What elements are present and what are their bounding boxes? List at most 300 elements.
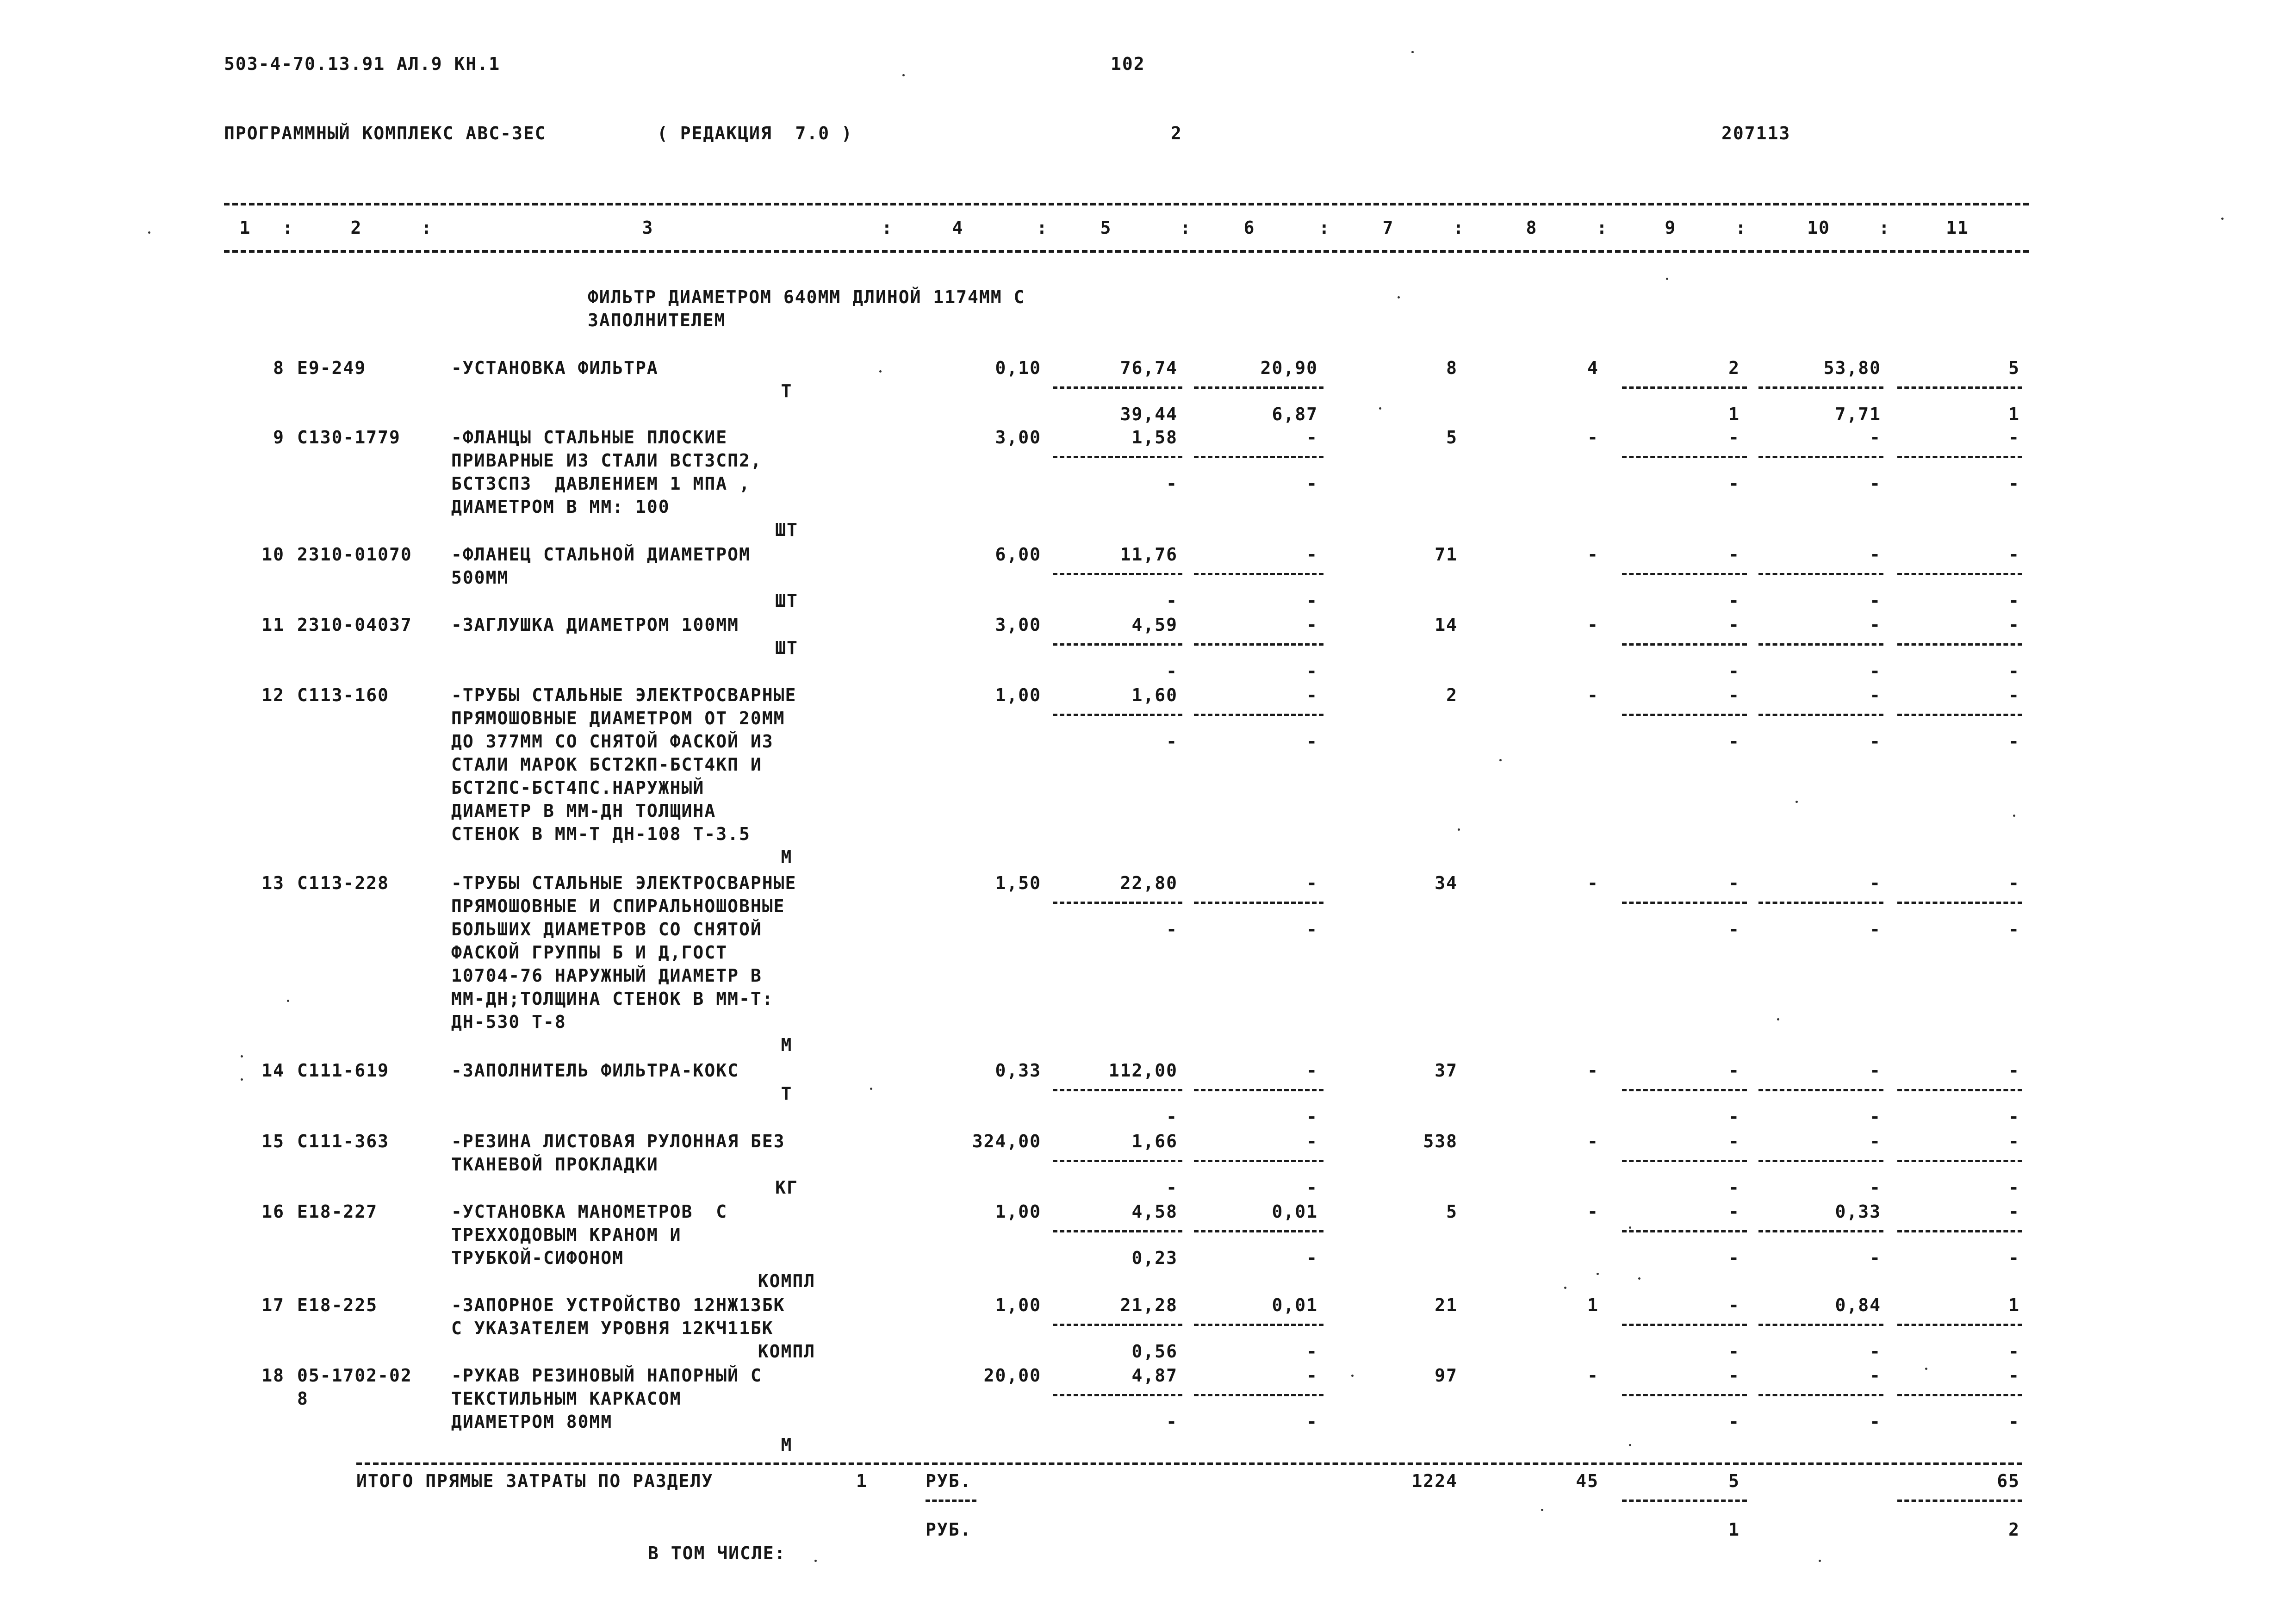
scan-speck bbox=[241, 1055, 243, 1058]
row-rule-col5 bbox=[1053, 1160, 1182, 1162]
scan-speck bbox=[1351, 1375, 1354, 1377]
row-description: БСТ3СП3 ДАВЛЕНИЕМ 1 МПА , bbox=[451, 473, 751, 494]
row-col7-value: 2 bbox=[1446, 685, 1458, 705]
row-description: -ТРУБЫ СТАЛЬНЫЕ ЭЛЕКТРОСВАРНЫЕ bbox=[451, 685, 797, 705]
row-col9-sub: - bbox=[1728, 1177, 1740, 1198]
column-separator: : bbox=[1180, 218, 1192, 238]
row-col11-sub: - bbox=[2008, 1341, 2020, 1362]
scan-speck bbox=[879, 370, 882, 373]
row-description: ДН-530 Т-8 bbox=[451, 1012, 566, 1032]
row-col9-value: - bbox=[1728, 873, 1740, 893]
row-number: 9 bbox=[273, 427, 285, 448]
row-col10-value: 0,84 bbox=[1835, 1295, 1881, 1315]
row-col11-value: - bbox=[2008, 615, 2020, 635]
row-col10-sub: - bbox=[1870, 1107, 1881, 1127]
row-rule-col5 bbox=[1053, 1089, 1182, 1091]
row-rule-col11 bbox=[1897, 456, 2022, 458]
row-unit: Т bbox=[781, 1083, 793, 1104]
row-col10-sub: - bbox=[1870, 1412, 1881, 1432]
row-col11-sub: 1 bbox=[2008, 404, 2020, 424]
row-quantity: 6,00 bbox=[995, 544, 1041, 565]
row-rule-col11 bbox=[1897, 643, 2022, 646]
row-rule-col6 bbox=[1194, 1324, 1323, 1326]
row-col11-sub: - bbox=[2008, 473, 2020, 494]
row-unit: М bbox=[781, 1035, 793, 1055]
row-description: -РУКАВ РЕЗИНОВЫЙ НАПОРНЫЙ С bbox=[451, 1365, 762, 1386]
scan-speck bbox=[1638, 1277, 1640, 1280]
row-col11-sub: - bbox=[2008, 1107, 2020, 1127]
row-rule-col6 bbox=[1194, 643, 1323, 646]
scan-speck bbox=[2221, 218, 2224, 220]
row-description: БОЛЬШИХ ДИАМЕТРОВ СО СНЯТОЙ bbox=[451, 919, 762, 940]
row-description: С УКАЗАТЕЛЕМ УРОВНЯ 12КЧ11БК bbox=[451, 1318, 774, 1338]
row-quantity: 1,00 bbox=[995, 1201, 1041, 1222]
row-col11-value: - bbox=[2008, 1060, 2020, 1081]
row-unit: Т bbox=[781, 381, 793, 401]
row-col6-value: - bbox=[1306, 615, 1318, 635]
row-quantity: 1,00 bbox=[995, 685, 1041, 705]
row-rule-col9 bbox=[1622, 1324, 1747, 1326]
row-quantity: 324,00 bbox=[972, 1131, 1041, 1151]
row-col6-value: - bbox=[1306, 873, 1318, 893]
row-col8-value: - bbox=[1587, 1365, 1599, 1386]
row-unit: КОМПЛ bbox=[758, 1341, 816, 1362]
row-quantity: 0,10 bbox=[995, 358, 1041, 378]
row-col9-sub: - bbox=[1728, 1248, 1740, 1268]
row-description: ТКАНЕВОЙ ПРОКЛАДКИ bbox=[451, 1154, 659, 1175]
row-description: -УСТАНОВКА МАНОМЕТРОВ С bbox=[451, 1201, 728, 1222]
totals-rule bbox=[356, 1462, 2022, 1465]
totals-col7: 1224 bbox=[1411, 1471, 1458, 1491]
row-description: -ЗАГЛУШКА ДИАМЕТРОМ 100ММ bbox=[451, 615, 739, 635]
row-col8-value: - bbox=[1587, 427, 1599, 448]
row-rule-col10 bbox=[1758, 714, 1883, 716]
row-col11-sub: - bbox=[2008, 919, 2020, 940]
row-col10-sub: - bbox=[1870, 1341, 1881, 1362]
row-unit: ШТ bbox=[775, 520, 798, 540]
row-rule-col11 bbox=[1897, 902, 2022, 904]
row-description: ПРИВАРНЫЕ ИЗ СТАЛИ ВСТ3СП2, bbox=[451, 450, 762, 471]
row-rule-col5 bbox=[1053, 456, 1182, 458]
row-rule-col6 bbox=[1194, 902, 1323, 904]
scan-speck bbox=[148, 231, 150, 234]
row-col11-value: 1 bbox=[2008, 1295, 2020, 1315]
row-col10-value: 53,80 bbox=[1823, 358, 1881, 378]
row-rule-col6 bbox=[1194, 714, 1323, 716]
row-rule-col9 bbox=[1622, 714, 1747, 716]
row-col5-value: 1,58 bbox=[1131, 427, 1178, 448]
row-rule-col9 bbox=[1622, 902, 1747, 904]
row-rule-col9 bbox=[1622, 643, 1747, 646]
scan-speck bbox=[1458, 828, 1460, 831]
totals-currency-1: РУБ. bbox=[926, 1471, 972, 1491]
row-description: ТЕКСТИЛЬНЫМ КАРКАСОМ bbox=[451, 1388, 682, 1409]
row-col11-sub: - bbox=[2008, 1177, 2020, 1198]
row-col7-value: 14 bbox=[1435, 615, 1458, 635]
column-header-7: 7 bbox=[1382, 218, 1394, 238]
column-separator: : bbox=[882, 218, 893, 238]
row-col5-value: 112,00 bbox=[1108, 1060, 1178, 1081]
row-rule-col11 bbox=[1897, 1230, 2022, 1232]
row-col10-value: - bbox=[1870, 1365, 1881, 1386]
row-unit: М bbox=[781, 847, 793, 867]
row-col10-sub: - bbox=[1870, 1248, 1881, 1268]
row-rule-col9 bbox=[1622, 1394, 1747, 1396]
row-rule-col5 bbox=[1053, 714, 1182, 716]
row-col11-value: - bbox=[2008, 1201, 2020, 1222]
object-code: 207113 bbox=[1721, 123, 1791, 143]
row-col5-value: 22,80 bbox=[1120, 873, 1178, 893]
row-rule-col9 bbox=[1622, 386, 1747, 389]
row-description: -ФЛАНЦЫ СТАЛЬНЫЕ ПЛОСКИЕ bbox=[451, 427, 728, 448]
row-number: 12 bbox=[261, 685, 285, 705]
row-col10-value: - bbox=[1870, 1060, 1881, 1081]
row-col9-sub: 1 bbox=[1728, 404, 1740, 424]
row-col5-value: 76,74 bbox=[1120, 358, 1178, 378]
row-rule-col10 bbox=[1758, 1089, 1883, 1091]
row-col5-sub: - bbox=[1166, 1177, 1178, 1198]
row-rule-col6 bbox=[1194, 1230, 1323, 1232]
row-col7-value: 538 bbox=[1423, 1131, 1458, 1151]
row-quantity: 1,00 bbox=[995, 1295, 1041, 1315]
row-rule-col5 bbox=[1053, 573, 1182, 575]
row-description: ММ-ДН;ТОЛЩИНА СТЕНОК В ММ-Т: bbox=[451, 989, 774, 1009]
row-rule-col11 bbox=[1897, 1394, 2022, 1396]
row-col8-value: - bbox=[1587, 1201, 1599, 1222]
row-rule-col10 bbox=[1758, 1324, 1883, 1326]
scan-speck bbox=[1379, 407, 1381, 410]
row-col9-sub: - bbox=[1728, 1341, 1740, 1362]
row-col7-value: 34 bbox=[1435, 873, 1458, 893]
column-separator: : bbox=[282, 218, 294, 238]
row-col9-value: - bbox=[1728, 1060, 1740, 1081]
row-col10-value: - bbox=[1870, 615, 1881, 635]
row-unit: М bbox=[781, 1435, 793, 1455]
row-col8-value: 1 bbox=[1587, 1295, 1599, 1315]
row-col6-value: 20,90 bbox=[1260, 358, 1318, 378]
row-col5-value: 1,66 bbox=[1131, 1131, 1178, 1151]
row-rule-col9 bbox=[1622, 456, 1747, 458]
row-col5-sub: - bbox=[1166, 661, 1178, 681]
row-description: ДИАМЕТР В ММ-ДН ТОЛЩИНА bbox=[451, 801, 716, 821]
row-description: СТЕНОК В ММ-Т ДН-108 Т-3.5 bbox=[451, 824, 751, 844]
scan-speck bbox=[1777, 1018, 1779, 1020]
row-number: 18 bbox=[261, 1365, 285, 1386]
column-separator: : bbox=[1879, 218, 1890, 238]
row-rule-col10 bbox=[1758, 386, 1883, 389]
scan-speck bbox=[241, 1078, 243, 1081]
row-col9-sub: - bbox=[1728, 1107, 1740, 1127]
row-col9-value: - bbox=[1728, 1295, 1740, 1315]
row-col7-value: 37 bbox=[1435, 1060, 1458, 1081]
column-header-9: 9 bbox=[1665, 218, 1677, 238]
column-header-5: 5 bbox=[1100, 218, 1112, 238]
row-col10-sub: - bbox=[1870, 661, 1881, 681]
row-number: 10 bbox=[261, 544, 285, 565]
row-quantity: 1,50 bbox=[995, 873, 1041, 893]
row-col8-value: - bbox=[1587, 873, 1599, 893]
program-edition: ( РЕДАКЦИЯ 7.0 ) bbox=[657, 123, 853, 143]
scan-speck bbox=[1925, 1368, 1927, 1370]
row-rule-col6 bbox=[1194, 1089, 1323, 1091]
column-separator: : bbox=[1319, 218, 1330, 238]
row-rule-col6 bbox=[1194, 573, 1323, 575]
row-col8-value: - bbox=[1587, 544, 1599, 565]
row-col6-sub: - bbox=[1306, 1341, 1318, 1362]
row-rule-col11 bbox=[1897, 714, 2022, 716]
row-col9-value: - bbox=[1728, 685, 1740, 705]
row-rule-col10 bbox=[1758, 1394, 1883, 1396]
row-col5-sub: - bbox=[1166, 591, 1178, 611]
scan-speck bbox=[1629, 1226, 1631, 1229]
row-col8-value: 4 bbox=[1587, 358, 1599, 378]
column-header-1: 1 bbox=[239, 218, 251, 238]
row-col8-value: - bbox=[1587, 685, 1599, 705]
row-number: 11 bbox=[261, 615, 285, 635]
row-col10-value: - bbox=[1870, 427, 1881, 448]
including-label: В ТОМ ЧИСЛЕ: bbox=[648, 1543, 786, 1563]
row-rule-col5 bbox=[1053, 1394, 1182, 1396]
row-number: 8 bbox=[273, 358, 285, 378]
totals-rule-col11 bbox=[1897, 1500, 2022, 1502]
scan-speck bbox=[870, 1088, 872, 1090]
row-code: 2310-04037 bbox=[297, 615, 412, 635]
totals-label: ИТОГО ПРЯМЫЕ ЗАТРАТЫ ПО РАЗДЕЛУ bbox=[356, 1471, 714, 1491]
row-col11-sub: - bbox=[2008, 731, 2020, 752]
scan-speck bbox=[1597, 1273, 1599, 1275]
column-header-2: 2 bbox=[350, 218, 362, 238]
row-col9-sub: - bbox=[1728, 919, 1740, 940]
row-rule-col11 bbox=[1897, 1089, 2022, 1091]
row-col9-sub: - bbox=[1728, 591, 1740, 611]
row-rule-col10 bbox=[1758, 573, 1883, 575]
row-col9-value: - bbox=[1728, 1131, 1740, 1151]
column-separator: : bbox=[421, 218, 433, 238]
row-description: -УСТАНОВКА ФИЛЬТРА bbox=[451, 358, 659, 378]
row-col6-sub: - bbox=[1306, 731, 1318, 752]
totals-currency-2: РУБ. bbox=[926, 1519, 972, 1540]
row-col8-value: - bbox=[1587, 1060, 1599, 1081]
row-col11-value: - bbox=[2008, 544, 2020, 565]
row-col11-value: - bbox=[2008, 873, 2020, 893]
row-col7-value: 71 bbox=[1435, 544, 1458, 565]
row-rule-col11 bbox=[1897, 386, 2022, 389]
program-name: ПРОГРАММНЫЙ КОМПЛЕКС АВС-3ЕС bbox=[224, 123, 547, 143]
row-quantity: 0,33 bbox=[995, 1060, 1041, 1081]
row-rule-col10 bbox=[1758, 1230, 1883, 1232]
header-rule-bottom bbox=[224, 250, 2029, 253]
row-col6-sub: - bbox=[1306, 919, 1318, 940]
row-col9-value: - bbox=[1728, 544, 1740, 565]
row-col5-sub: - bbox=[1166, 919, 1178, 940]
row-code: С111-619 bbox=[297, 1060, 390, 1081]
document-code: 503-4-70.13.91 АЛ.9 КН.1 bbox=[224, 54, 501, 74]
row-description: -РЕЗИНА ЛИСТОВАЯ РУЛОННАЯ БЕЗ bbox=[451, 1131, 785, 1151]
row-col5-value: 4,87 bbox=[1131, 1365, 1178, 1386]
scan-speck bbox=[1398, 296, 1400, 299]
row-col10-value: - bbox=[1870, 544, 1881, 565]
row-rule-col10 bbox=[1758, 643, 1883, 646]
scan-speck bbox=[814, 1560, 817, 1562]
column-header-6: 6 bbox=[1243, 218, 1255, 238]
row-col10-sub: - bbox=[1870, 591, 1881, 611]
row-rule-col9 bbox=[1622, 1089, 1747, 1091]
row-description: 10704-76 НАРУЖНЫЙ ДИАМЕТР В bbox=[451, 965, 762, 986]
row-rule-col9 bbox=[1622, 1160, 1747, 1162]
row-rule-col6 bbox=[1194, 1160, 1323, 1162]
row-rule-col6 bbox=[1194, 456, 1323, 458]
row-code: С130-1779 bbox=[297, 427, 401, 448]
row-col6-value: - bbox=[1306, 427, 1318, 448]
row-col6-sub: - bbox=[1306, 661, 1318, 681]
row-quantity: 3,00 bbox=[995, 427, 1041, 448]
row-col6-sub: - bbox=[1306, 1177, 1318, 1198]
row-code-continued: 8 bbox=[297, 1388, 309, 1409]
row-col6-value: - bbox=[1306, 685, 1318, 705]
scan-speck bbox=[1499, 759, 1502, 761]
row-rule-col9 bbox=[1622, 573, 1747, 575]
totals-currency-rule bbox=[926, 1500, 976, 1502]
row-col5-value: 21,28 bbox=[1120, 1295, 1178, 1315]
row-description: -ФЛАНЕЦ СТАЛЬНОЙ ДИАМЕТРОМ bbox=[451, 544, 751, 565]
row-code: 2310-01070 bbox=[297, 544, 412, 565]
row-rule-col10 bbox=[1758, 902, 1883, 904]
row-description: ДИАМЕТРОМ 80ММ bbox=[451, 1412, 613, 1432]
row-col5-sub: - bbox=[1166, 473, 1178, 494]
totals-section: 1 bbox=[856, 1471, 868, 1491]
scan-speck bbox=[1541, 1509, 1543, 1511]
row-quantity: 20,00 bbox=[983, 1365, 1041, 1386]
row-col11-value: - bbox=[2008, 1365, 2020, 1386]
row-description: ТРЕХХОДОВЫМ КРАНОМ И bbox=[451, 1225, 682, 1245]
column-separator: : bbox=[1037, 218, 1048, 238]
row-col7-value: 97 bbox=[1435, 1365, 1458, 1386]
row-col10-sub: 7,71 bbox=[1835, 404, 1881, 424]
sheet-number: 2 bbox=[1171, 123, 1182, 143]
scan-speck bbox=[1564, 1287, 1566, 1289]
row-col9-value: 2 bbox=[1728, 358, 1740, 378]
column-header-3: 3 bbox=[642, 218, 654, 238]
column-header-10: 10 bbox=[1807, 218, 1830, 238]
row-rule-col5 bbox=[1053, 1230, 1182, 1232]
row-unit: ШТ bbox=[775, 591, 798, 611]
row-col5-value: 4,58 bbox=[1131, 1201, 1178, 1222]
row-rule-col11 bbox=[1897, 1324, 2022, 1326]
row-col11-value: - bbox=[2008, 1131, 2020, 1151]
row-col6-sub: - bbox=[1306, 473, 1318, 494]
scan-speck bbox=[1819, 1560, 1821, 1562]
row-col7-value: 8 bbox=[1446, 358, 1458, 378]
row-number: 15 bbox=[261, 1131, 285, 1151]
row-rule-col6 bbox=[1194, 386, 1323, 389]
row-col10-value: - bbox=[1870, 685, 1881, 705]
row-col9-sub: - bbox=[1728, 731, 1740, 752]
row-col6-value: 0,01 bbox=[1272, 1295, 1318, 1315]
row-col9-value: - bbox=[1728, 1365, 1740, 1386]
row-col7-value: 5 bbox=[1446, 1201, 1458, 1222]
row-col7-value: 5 bbox=[1446, 427, 1458, 448]
row-col9-value: - bbox=[1728, 615, 1740, 635]
scan-speck bbox=[1666, 278, 1668, 280]
row-description: 500ММ bbox=[451, 567, 509, 588]
row-code: Е9-249 bbox=[297, 358, 367, 378]
row-col6-sub: - bbox=[1306, 591, 1318, 611]
row-description: ДО 377ММ СО СНЯТОЙ ФАСКОЙ ИЗ bbox=[451, 731, 774, 752]
scan-speck bbox=[1796, 801, 1798, 803]
row-col11-sub: - bbox=[2008, 661, 2020, 681]
row-col10-value: - bbox=[1870, 873, 1881, 893]
row-col10-value: - bbox=[1870, 1131, 1881, 1151]
row-col6-value: - bbox=[1306, 544, 1318, 565]
row-col10-sub: - bbox=[1870, 731, 1881, 752]
totals-col11: 65 bbox=[1997, 1471, 2020, 1491]
row-rule-col5 bbox=[1053, 643, 1182, 646]
row-description: ПРЯМОШОВНЫЕ ДИАМЕТРОМ ОТ 20ММ bbox=[451, 708, 785, 728]
row-rule-col11 bbox=[1897, 1160, 2022, 1162]
row-col6-sub: 6,87 bbox=[1272, 404, 1318, 424]
totals-col8: 45 bbox=[1576, 1471, 1599, 1491]
row-rule-col11 bbox=[1897, 573, 2022, 575]
row-number: 13 bbox=[261, 873, 285, 893]
row-description: ПРЯМОШОВНЫЕ И СПИРАЛЬНОШОВНЫЕ bbox=[451, 896, 785, 916]
row-col6-sub: - bbox=[1306, 1107, 1318, 1127]
row-col5-sub: 39,44 bbox=[1120, 404, 1178, 424]
row-code: С113-160 bbox=[297, 685, 390, 705]
scan-speck bbox=[1629, 1444, 1631, 1446]
row-rule-col5 bbox=[1053, 386, 1182, 389]
section-title-line-2: ЗАПОЛНИТЕЛЕМ bbox=[588, 310, 726, 330]
scan-speck bbox=[1411, 51, 1414, 53]
row-rule-col9 bbox=[1622, 1230, 1747, 1232]
row-col9-sub: - bbox=[1728, 661, 1740, 681]
row-code: С113-228 bbox=[297, 873, 390, 893]
row-col11-sub: - bbox=[2008, 1412, 2020, 1432]
row-description: -ЗАПОЛНИТЕЛЬ ФИЛЬТРА-КОКС bbox=[451, 1060, 739, 1081]
row-col6-sub: - bbox=[1306, 1248, 1318, 1268]
totals-col9-sub: 1 bbox=[1728, 1519, 1740, 1540]
row-description: БСТ2ПС-БСТ4ПС.НАРУЖНЫЙ bbox=[451, 778, 705, 798]
row-col5-value: 11,76 bbox=[1120, 544, 1178, 565]
row-code: Е18-225 bbox=[297, 1295, 378, 1315]
column-header-11: 11 bbox=[1946, 218, 1969, 238]
column-separator: : bbox=[1597, 218, 1608, 238]
row-col8-value: - bbox=[1587, 1131, 1599, 1151]
row-unit: ШТ bbox=[775, 638, 798, 658]
row-col11-sub: - bbox=[2008, 591, 2020, 611]
row-col10-sub: - bbox=[1870, 919, 1881, 940]
row-number: 14 bbox=[261, 1060, 285, 1081]
totals-col11-sub: 2 bbox=[2008, 1519, 2020, 1540]
row-description: -ЗАПОРНОЕ УСТРОЙСТВО 12НЖ13БК bbox=[451, 1295, 785, 1315]
column-separator: : bbox=[1735, 218, 1747, 238]
totals-rule-col9 bbox=[1622, 1500, 1747, 1502]
row-number: 17 bbox=[261, 1295, 285, 1315]
scan-speck bbox=[287, 1000, 289, 1002]
row-col10-sub: - bbox=[1870, 1177, 1881, 1198]
row-description: ТРУБКОЙ-СИФОНОМ bbox=[451, 1248, 624, 1268]
row-col10-value: 0,33 bbox=[1835, 1201, 1881, 1222]
column-header-4: 4 bbox=[952, 218, 964, 238]
totals-col9: 5 bbox=[1728, 1471, 1740, 1491]
row-col5-value: 1,60 bbox=[1131, 685, 1178, 705]
row-col9-sub: - bbox=[1728, 1412, 1740, 1432]
row-rule-col10 bbox=[1758, 1160, 1883, 1162]
row-code: Е18-227 bbox=[297, 1201, 378, 1222]
row-col5-sub: 0,23 bbox=[1131, 1248, 1178, 1268]
row-quantity: 3,00 bbox=[995, 615, 1041, 635]
row-col9-value: - bbox=[1728, 1201, 1740, 1222]
row-col6-value: - bbox=[1306, 1060, 1318, 1081]
